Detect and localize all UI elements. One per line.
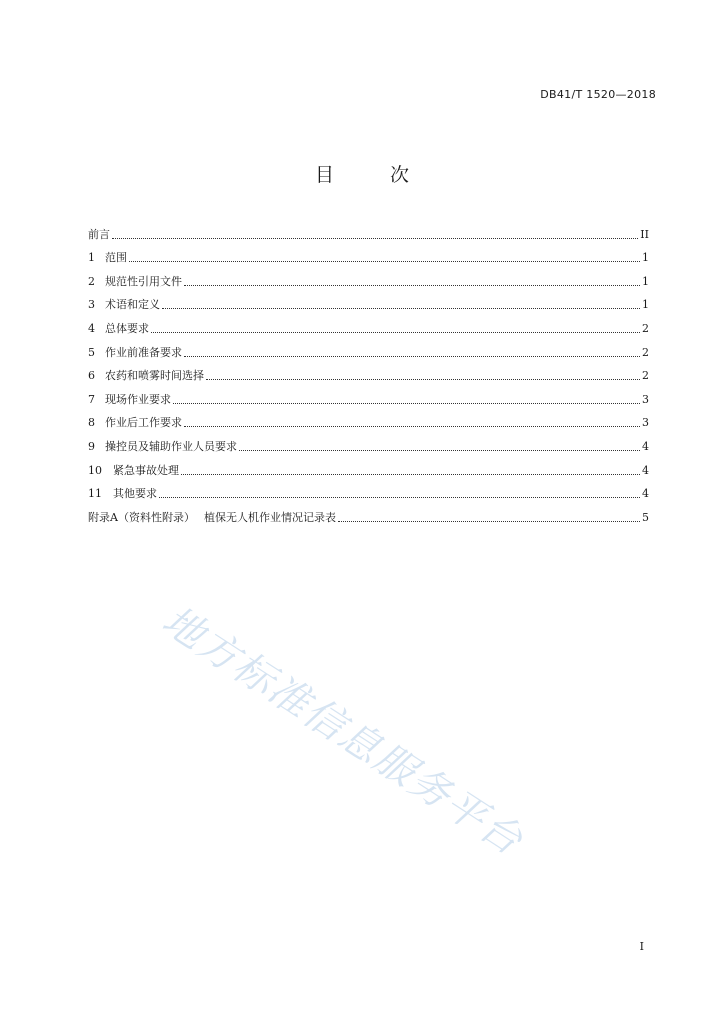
toc-entry-number: 3 <box>88 298 95 312</box>
dot-leader <box>162 308 640 309</box>
toc-entry-page: 2 <box>642 345 649 359</box>
toc-entry-8[interactable] <box>88 407 649 431</box>
toc-entry-10[interactable] <box>88 454 649 478</box>
toc-entry-page: II <box>640 227 649 241</box>
toc-entry-number: 7 <box>88 392 95 406</box>
toc-entry-label: 总体要求 <box>105 321 149 335</box>
dot-leader <box>239 450 640 451</box>
title-char-1: 目 <box>314 164 334 186</box>
toc-entry-number: 5 <box>88 345 95 359</box>
toc-entry-label: 其他要求 <box>113 487 157 501</box>
toc-entry-foreword[interactable] <box>88 218 649 242</box>
toc-entry-number: 9 <box>88 439 95 453</box>
toc-entry-label: 术语和定义 <box>105 298 160 312</box>
dot-leader <box>184 426 640 427</box>
dot-leader <box>151 332 640 333</box>
toc-entry-label: 操控员及辅助作业人员要求 <box>105 439 237 453</box>
toc-entry-label: 前言 <box>88 227 110 241</box>
toc-entry-page: 4 <box>642 463 649 477</box>
toc-entry-number: 10 <box>88 463 102 477</box>
toc-entry-4[interactable] <box>88 312 649 336</box>
dot-leader <box>181 474 640 475</box>
toc-entry-label: 农药和喷雾时间选择 <box>105 369 204 383</box>
toc-entry-page: 1 <box>642 251 649 265</box>
page-number: I <box>639 940 644 953</box>
toc-entry-9[interactable] <box>88 430 649 454</box>
dot-leader <box>173 403 640 404</box>
toc-entry-number: 1 <box>88 251 95 265</box>
table-of-contents <box>88 218 649 525</box>
toc-entry-11[interactable] <box>88 478 649 502</box>
toc-entry-label: 规范性引用文件 <box>105 274 182 288</box>
toc-entry-6[interactable] <box>88 360 649 384</box>
toc-entry-label: 紧急事故处理 <box>113 463 179 477</box>
toc-entry-label: 作业后工作要求 <box>105 416 182 430</box>
toc-entry-number: 6 <box>88 369 95 383</box>
toc-entry-5[interactable] <box>88 336 649 360</box>
watermark: 地方标准信息服务平台 <box>154 597 532 865</box>
page-title <box>0 160 724 187</box>
title-char-2: 次 <box>390 164 410 186</box>
dot-leader <box>112 238 638 239</box>
dot-leader <box>184 356 640 357</box>
dot-leader <box>129 261 640 262</box>
dot-leader <box>338 521 640 522</box>
toc-entry-number: 4 <box>88 321 95 335</box>
document-code: DB41/T 1520—2018 <box>540 88 656 101</box>
toc-entry-page: 4 <box>642 439 649 453</box>
toc-entry-page: 2 <box>642 369 649 383</box>
toc-entry-page: 5 <box>642 510 649 524</box>
toc-entry-page: 3 <box>642 416 649 430</box>
toc-entry-label: 范围 <box>105 251 127 265</box>
toc-entry-page: 4 <box>642 487 649 501</box>
dot-leader <box>159 497 640 498</box>
toc-entry-2[interactable] <box>88 265 649 289</box>
toc-entry-number: 8 <box>88 416 95 430</box>
toc-entry-appendix-a[interactable] <box>88 501 649 525</box>
toc-entry-page: 1 <box>642 298 649 312</box>
toc-entry-1[interactable] <box>88 242 649 266</box>
dot-leader <box>184 285 640 286</box>
toc-entry-7[interactable] <box>88 383 649 407</box>
toc-entry-number: 2 <box>88 274 95 288</box>
toc-entry-number: 11 <box>88 487 102 501</box>
toc-entry-label: 附录A（资料性附录） 植保无人机作业情况记录表 <box>88 510 336 524</box>
toc-entry-page: 1 <box>642 274 649 288</box>
toc-entry-page: 2 <box>642 321 649 335</box>
toc-entry-page: 3 <box>642 392 649 406</box>
dot-leader <box>206 379 640 380</box>
toc-entry-label: 作业前准备要求 <box>105 345 182 359</box>
toc-entry-label: 现场作业要求 <box>105 392 171 406</box>
toc-entry-3[interactable] <box>88 289 649 313</box>
